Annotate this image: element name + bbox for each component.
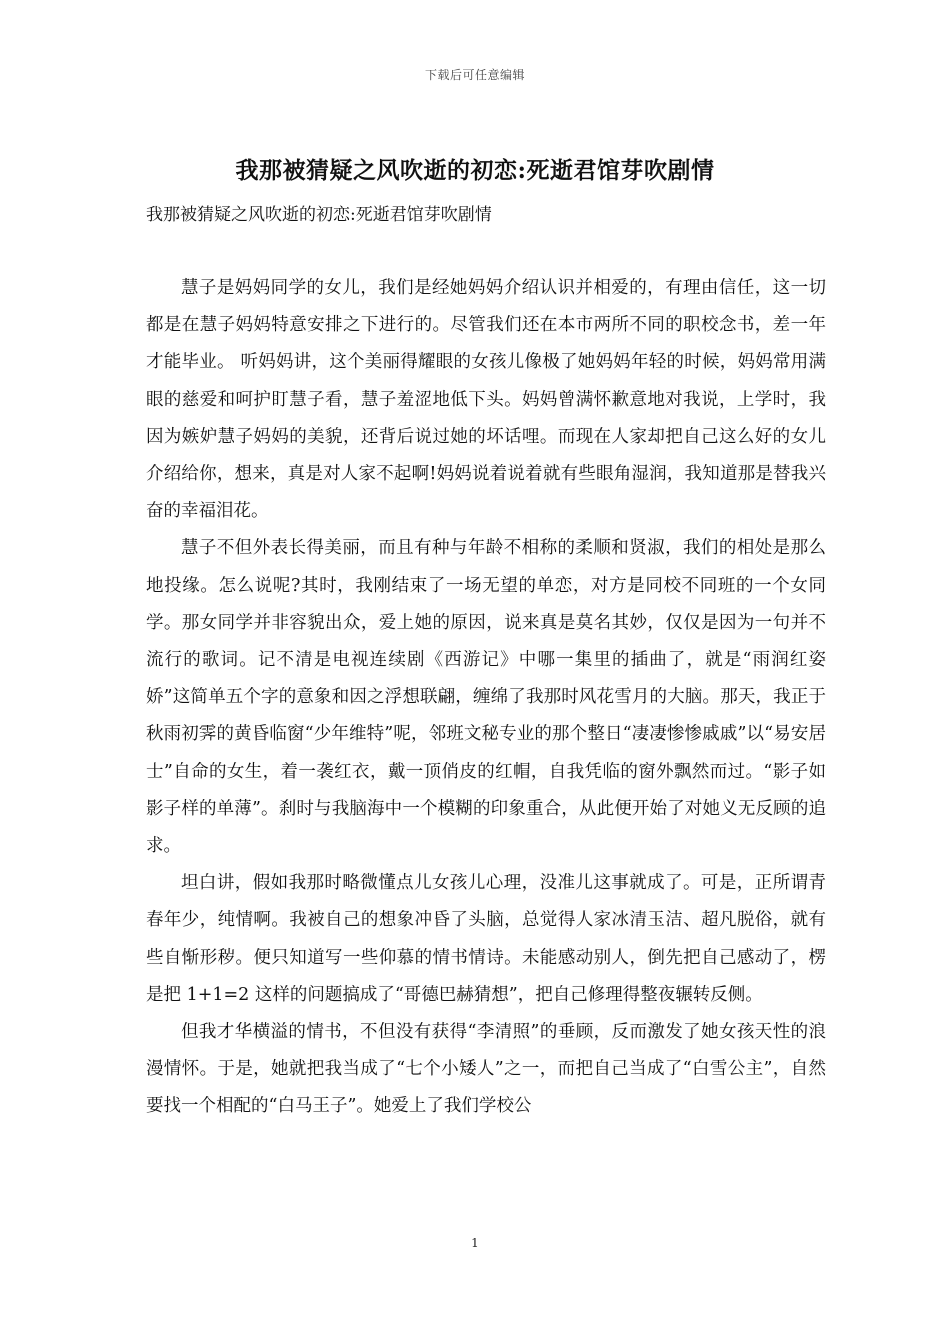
paragraph-1: 慧子是妈妈同学的女儿，我们是经她妈妈介绍认识并相爱的，有理由信任，这一切都是在慧子妈妈特意安排之下进行的。尽管我们还在本市两所不同的职校念书，差一年才能毕业。 听妈妈讲，这个美丽得耀眼的女孩儿像极了她妈妈年轻的时候，妈妈常用满眼的慈爱和呵护盯慧子看，慧子羞涩地低下头。妈妈曾满怀歉意地对我说，上学时，我因为嫉妒慧子妈妈的美貌，还背后说过她的坏话哩。而现在人家却把自己这么好的女儿介绍给你，想来，真是对人家不起啊!妈妈说着说着就有些眼角湿润，我知道那是替我兴奋的幸福泪花。 [146,278,826,522]
document-body [146,270,826,1126]
header-note: 下载后可任意编辑 [424,68,525,82]
document-subtitle: 我那被猜疑之风吹逝的初恋:死逝君馆芽吹剧情 [146,205,492,225]
paragraph-3: 坦白讲，假如我那时略微懂点儿女孩儿心理，没准儿这事就成了。可是，正所谓青春年少，纯情啊。我被自己的想象冲昏了头脑，总觉得人家冰清玉洁、超凡脱俗，就有些自惭形秽。便只知道写一些仰慕的情书情诗。未能感动别人，倒先把自己感动了，楞是把 1+1=2 这样的问题搞成了“哥德巴赫猜想”，把自己修理得整夜辗转反侧。 [146,873,826,1005]
paragraph-2: 慧子不但外表长得美丽，而且有种与年龄不相称的柔顺和贤淑，我们的相处是那么地投缘。怎么说呢?其时，我刚结束了一场无望的单恋，对方是同校不同班的一个女同学。那女同学并非容貌出众，爱上她的原因，说来真是莫名其妙，仅仅是因为一句并不流行的歌词。记不清是电视连续剧《西游记》中哪一集里的插曲了，就是“雨润红姿娇”这简单五个字的意象和因之浮想联翩，缠绵了我那时风花雪月的大脑。那天，我正于秋雨初霁的黄昏临窗“少年维特”呢，邻班文秘专业的那个整日“凄凄惨惨戚戚”以“易安居士”自命的女生，着一袭红衣，戴一顶俏皮的红帽，自我凭临的窗外飘然而过。“影子如影子样的单薄”。刹时与我脑海中一个模糊的印象重合，从此便开始了对她义无反顾的追求。 [146,538,826,857]
document-title: 我那被猜疑之风吹逝的初恋:死逝君馆芽吹剧情 [235,157,715,184]
page-number: 1 [471,1236,479,1250]
paragraph-4: 但我才华横溢的情书，不但没有获得“李清照”的垂顾，反而激发了她女孩天性的浪漫情怀。于是，她就把我当成了“七个小矮人”之一，而把自己当成了“白雪公主”，自然要找一个相配的“白马王子”。她爱上了我们学校公 [146,1022,826,1117]
